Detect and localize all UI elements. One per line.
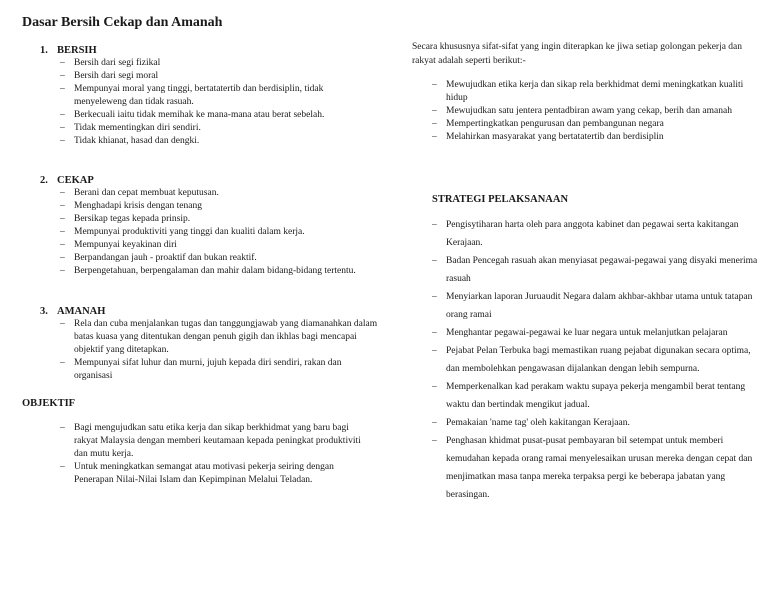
list-item: – Bersikap tegas kepada prinsip. <box>60 213 370 226</box>
section-number: 2. <box>40 175 48 186</box>
strategi-heading: STRATEGI PELAKSANAAN <box>432 194 569 205</box>
list-item: – Menghantar pegawai-pegawai ke luar negara untuk melanjutkan pelajaran <box>432 324 762 342</box>
list-item: – Mewujudkan satu jentera pentadbiran awam yang cekap, berih dan amanah <box>432 105 762 118</box>
list-item: – Berkecuali iaitu tidak memihak ke mana-mana atau berat sebelah. <box>60 109 370 122</box>
amanah-list <box>60 318 378 383</box>
khusus-list <box>432 79 762 144</box>
list-item: – Rela dan cuba menjalankan tugas dan tanggungjawab yang diamanahkan dalam batas kuasa yang ditentukan dengan penuh gigih dan ikhlas bagi mencapai objektif yang ditetapkan. <box>60 318 378 357</box>
section-number: 1. <box>40 45 48 56</box>
list-item: – Bagi mengujudkan satu etika kerja dan sikap berkhidmat yang baru bagi rakyat Malaysia dengan memberi keutamaan kepada peningkat produktiviti dan mutu kerja. <box>60 422 370 461</box>
list-item: – Tidak khianat, hasad dan dengki. <box>60 135 370 148</box>
list-item: – Badan Pencegah rasuah akan menyiasat pegawai-pegawai yang disyaki menerima rasuah <box>432 252 762 288</box>
section-title: AMANAH <box>57 306 106 317</box>
bersih-list <box>60 57 370 148</box>
list-item: – Mewujudkan etika kerja dan sikap rela berkhidmat demi meningkatkan kualiti hidup <box>432 79 762 105</box>
list-item: – Penghasan khidmat pusat-pusat pembayaran bil setempat untuk memberi kemudahan kepada orang ramai menyelesaikan urusan mereka dengan cepat dan menjimatkan masa tanpa mereka terpaksa pergi ke beberapa jabatan yang berasingan. <box>432 432 762 504</box>
section-heading-amanah <box>40 306 105 317</box>
list-item: – Mempunyai moral yang tinggi, bertatatertib dan berdisiplin, tidak menyeleweng dan tidak rasuah. <box>60 83 370 109</box>
list-item: – Pengisytiharan harta oleh para anggota kabinet dan pegawai serta kakitangan Kerajaan. <box>432 216 762 252</box>
list-item: – Bersih dari segi fizikal <box>60 57 370 70</box>
list-item: – Mempunyai sifat luhur dan murni, jujuh kepada diri sendiri, rakan dan organisasi <box>60 357 378 383</box>
list-item: – Memperkenalkan kad perakam waktu supaya pekerja mengambil berat tentang waktu dan bertindak mengikut jadual. <box>432 378 762 414</box>
list-item: – Menyiarkan laporan Juruaudit Negara dalam akhbar-akhbar utama untuk tatapan orang ramai <box>432 288 762 324</box>
section-number: 3. <box>40 306 48 317</box>
objektif-heading: OBJEKTIF <box>22 398 76 409</box>
list-item: – Melahirkan masyarakat yang bertatatertib dan berdisiplin <box>432 131 762 144</box>
list-item: – Pejabat Pelan Terbuka bagi memastikan ruang pejabat digunakan secara optima, dan membolehkan pengawasan dijalankan dengan lebih sempurna. <box>432 342 762 378</box>
objektif-list <box>60 422 370 487</box>
list-item: – Berpengetahuan, berpengalaman dan mahir dalam bidang-bidang tertentu. <box>60 265 370 278</box>
list-item: – Bersih dari segi moral <box>60 70 370 83</box>
list-item: – Menghadapi krisis dengan tenang <box>60 200 370 213</box>
document-title: Dasar Bersih Cekap dan Amanah <box>22 15 223 30</box>
list-item: – Berani dan cepat membuat keputusan. <box>60 187 370 200</box>
strategi-list <box>432 216 762 504</box>
list-item: – Tidak mementingkan diri sendiri. <box>60 122 370 135</box>
section-heading-bersih <box>40 45 97 56</box>
section-heading-cekap <box>40 175 94 186</box>
list-item: – Mempunyai produktiviti yang tinggi dan kualiti dalam kerja. <box>60 226 370 239</box>
list-item: – Mempertingkatkan pengurusan dan pembangunan negara <box>432 118 762 131</box>
list-item: – Mempunyai keyakinan diri <box>60 239 370 252</box>
khusus-intro: Secara khususnya sifat-sifat yang ingin diterapkan ke jiwa setiap golongan pekerja dan rakyat adalah seperti berikut:- <box>412 42 743 66</box>
list-item: – Berpandangan jauh - proaktif dan bukan reaktif. <box>60 252 370 265</box>
list-item: – Pemakaian 'name tag' oleh kakitangan Kerajaan. <box>432 414 762 432</box>
section-title: CEKAP <box>57 175 94 186</box>
section-title: BERSIH <box>57 45 97 56</box>
list-item: – Untuk meningkatkan semangat atau motivasi pekerja seiring dengan Penerapan Nilai-Nilai Islam dan Kepimpinan Melalui Teladan. <box>60 461 370 487</box>
cekap-list <box>60 187 370 278</box>
